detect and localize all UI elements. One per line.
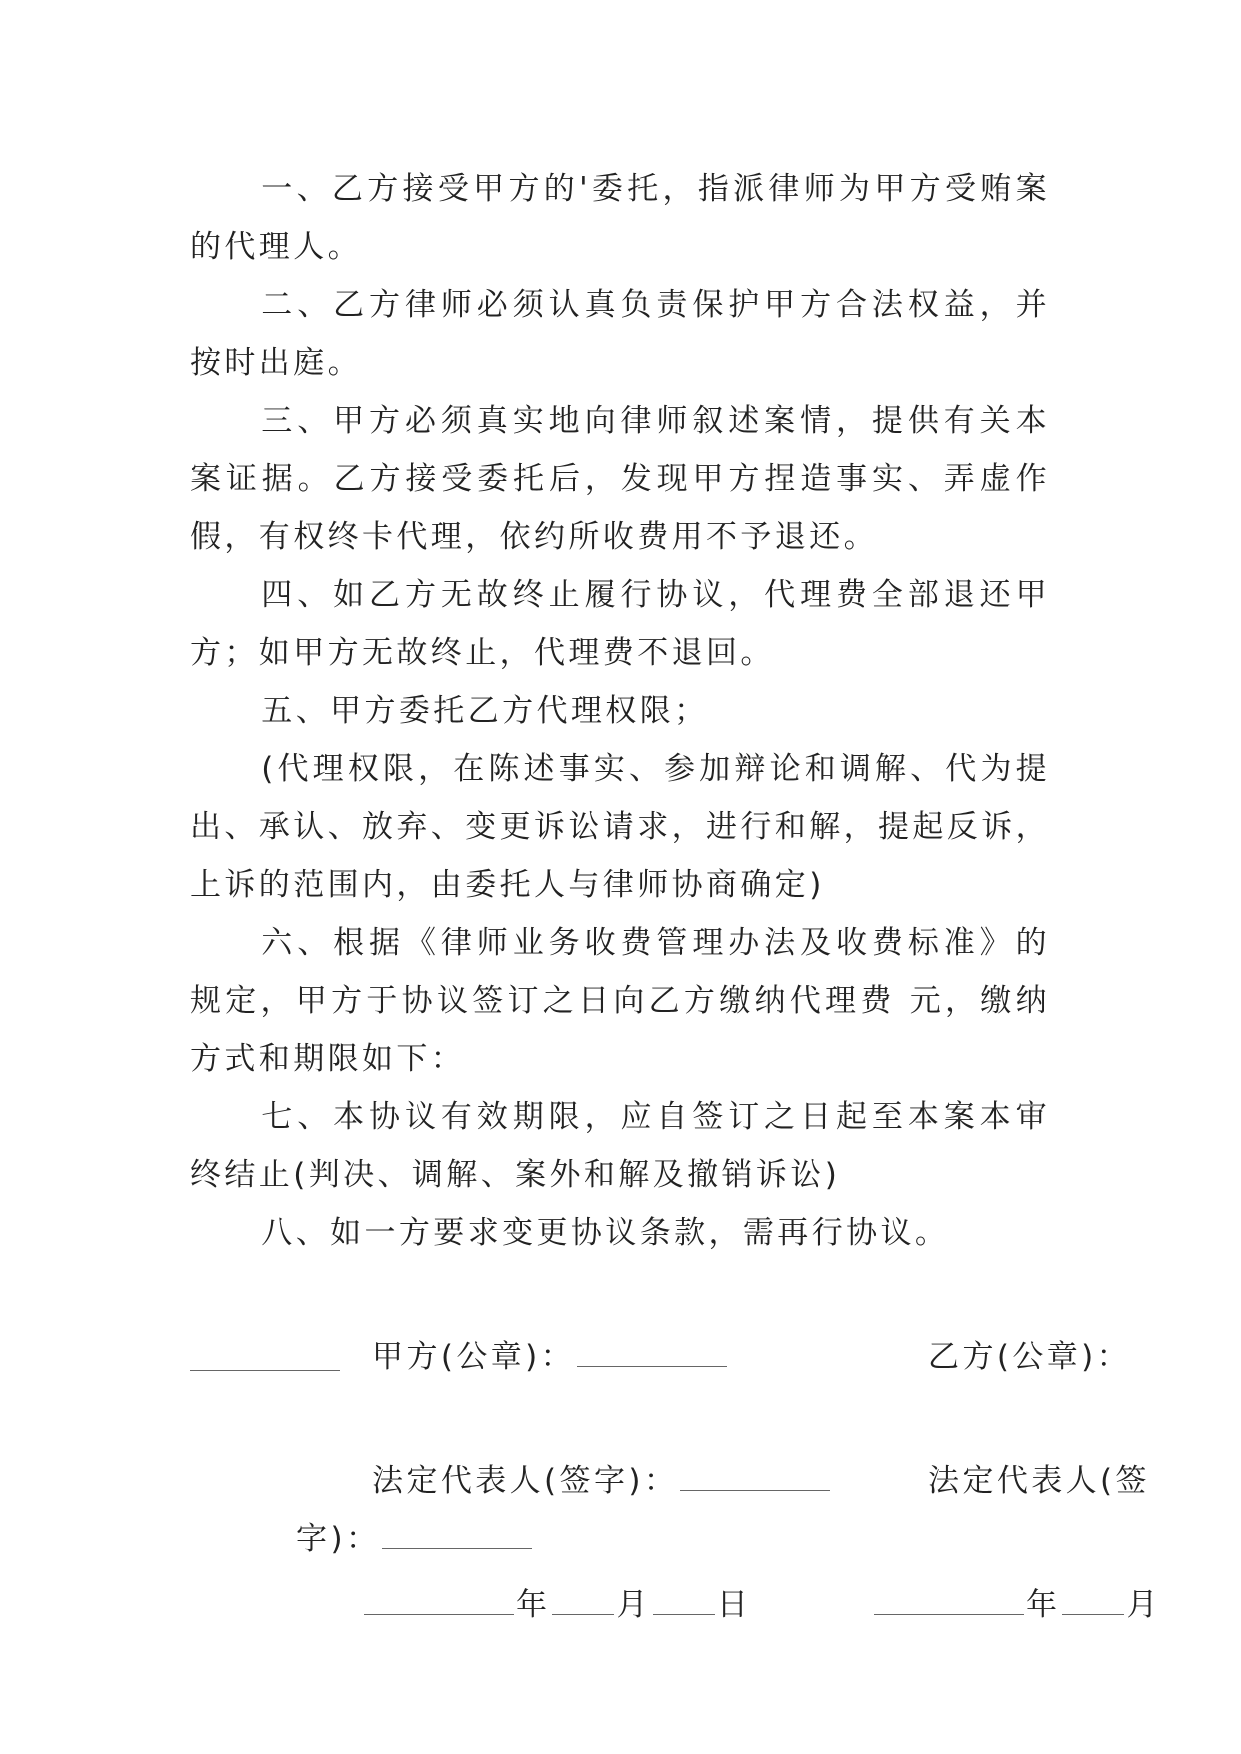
party-a-day-blank bbox=[653, 1580, 715, 1615]
party-b-seal-label: 乙方(公章)： bbox=[928, 1339, 1132, 1375]
party-a-year-label: 年 bbox=[516, 1587, 551, 1623]
rep-b-label-part1: 法定代表人(签 bbox=[928, 1463, 1150, 1499]
date-line bbox=[190, 1518, 1161, 1623]
party-b-year-blank bbox=[874, 1580, 1024, 1615]
representative-line bbox=[190, 1394, 1150, 1499]
party-b-seal-blank bbox=[190, 1336, 340, 1371]
rep-a-label: 法定代表人(签字)： bbox=[372, 1463, 679, 1499]
party-a-month-label: 月 bbox=[616, 1587, 651, 1623]
rep-b-label-part2: 字)： bbox=[296, 1521, 381, 1557]
party-b-month-label: 月 bbox=[1126, 1587, 1161, 1623]
clause-7: 七、本协议有效期限，应自签订之日起至本案本审终结止(判决、调解、案外和解及撤销诉讼) bbox=[190, 1099, 1050, 1193]
clause-1: 一、乙方接受甲方的'委托，指派律师为甲方受贿案的代理人。 bbox=[190, 171, 1050, 265]
seal-line bbox=[190, 1270, 1132, 1375]
clause-3: 三、甲方必须真实地向律师叙述案情，提供有关本案证据。乙方接受委托后，发现甲方捏造事实、弄虚作假，有权终卡代理，依约所收费用不予退还。 bbox=[190, 403, 1050, 555]
clause-5-scope: (代理权限，在陈述事实、参加辩论和调解、代为提出、承认、放弃、变更诉讼请求，进行和解，提起反诉，上诉的范围内，由委托人与律师协商确定) bbox=[190, 751, 1050, 903]
clause-4: 四、如乙方无故终止履行协议，代理费全部退还甲方；如甲方无故终止，代理费不退回。 bbox=[190, 577, 1050, 671]
clause-2: 二、乙方律师必须认真负责保护甲方合法权益，并按时出庭。 bbox=[190, 287, 1050, 381]
party-b-date bbox=[766, 1518, 1161, 1692]
party-a-year-blank bbox=[364, 1580, 514, 1615]
document-body bbox=[190, 160, 1161, 1623]
clause-5: 五、甲方委托乙方代理权限； bbox=[261, 693, 709, 729]
representative-line-continued bbox=[190, 1452, 1050, 1557]
clause-6: 六、根据《律师业务收费管理办法及收费标准》的规定，甲方于协议签订之日向乙方缴纳代理费 元，缴纳方式和期限如下： bbox=[190, 925, 1050, 1077]
clause-8: 八、如一方要求变更协议条款，需再行协议。 bbox=[261, 1215, 950, 1251]
party-a-day-label: 日 bbox=[716, 1587, 752, 1623]
party-a-date bbox=[256, 1518, 751, 1692]
party-a-month-blank bbox=[552, 1580, 614, 1615]
party-b-year-label: 年 bbox=[1026, 1587, 1061, 1623]
party-b-month-blank bbox=[1062, 1580, 1124, 1615]
party-b-seal-blank-line bbox=[190, 1328, 1050, 1386]
party-a-seal-label: 甲方(公章)： bbox=[372, 1339, 576, 1375]
